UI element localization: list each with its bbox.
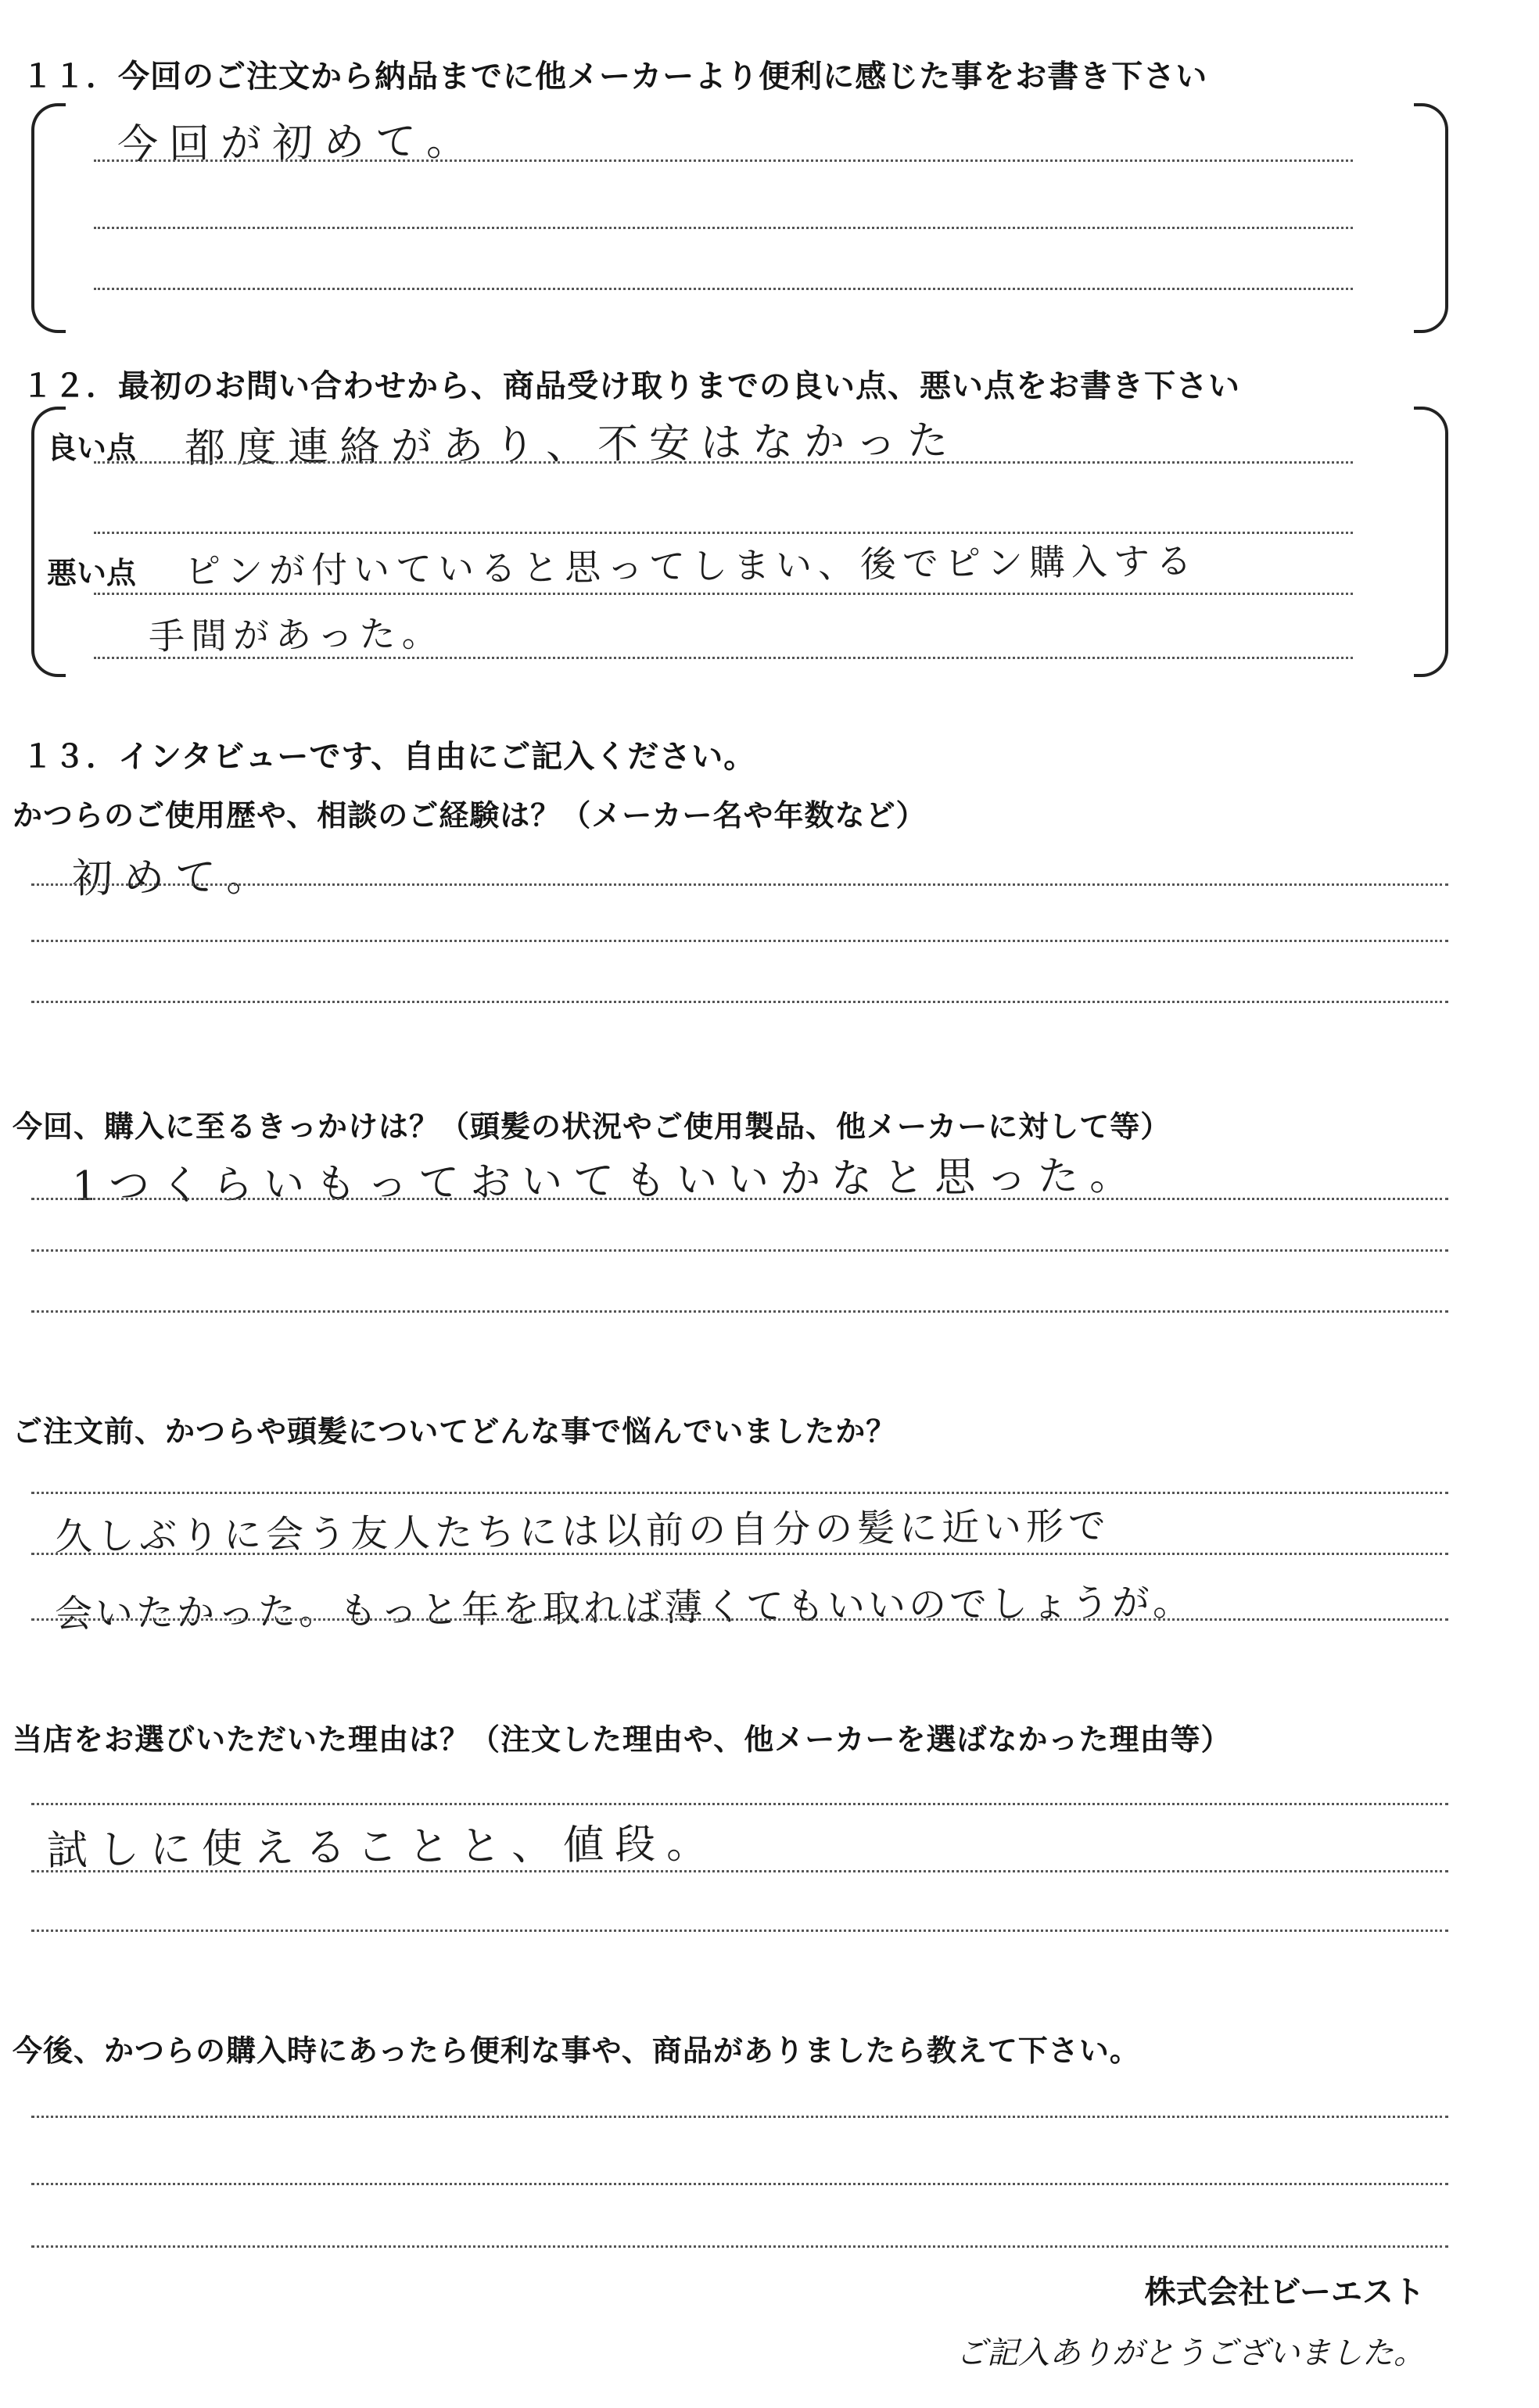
- reason-answer: 試しに使えることと、値段。: [46, 1820, 719, 1875]
- thanks-message: ご記入ありがとうございました。: [956, 2335, 1425, 2371]
- bad-point-label: 悪い点: [47, 556, 137, 590]
- q11-heading: １１．今回のご注文から納品までに他メーカーより便利に感じた事をお書き下さい: [22, 59, 1208, 95]
- good-point-label: 良い点: [47, 431, 137, 465]
- future-line-2: [31, 2183, 1448, 2185]
- bad-point-answer-line-2: 手間があった。: [148, 612, 444, 658]
- q11-right-bracket: [1414, 103, 1448, 333]
- worries-line-3: [31, 1618, 1448, 1621]
- trigger-line-3: [31, 1310, 1448, 1313]
- q12-line-1: [94, 461, 1353, 464]
- trigger-answer: 1つくらいもっておいてもいいかなと思った。: [71, 1152, 1142, 1211]
- history-answer: 初めて。: [71, 853, 278, 903]
- q12-right-bracket: [1414, 407, 1448, 677]
- q11-line-3: [94, 288, 1353, 290]
- q11-answer: 今回が初めて。: [117, 117, 479, 169]
- q12-line-3: [94, 593, 1353, 595]
- history-prompt: かつらのご使用歴や、相談のご経験は？（メーカー名や年数など）: [13, 798, 927, 833]
- q11-left-bracket: [31, 103, 66, 333]
- company-name: 株式会社ビーエスト: [1144, 2274, 1425, 2310]
- future-line-3: [31, 2245, 1448, 2248]
- future-line-1: [31, 2116, 1448, 2118]
- q12-heading: １２．最初のお問い合わせから、商品受け取りまでの良い点、悪い点をお書き下さい: [22, 368, 1240, 404]
- future-prompt: 今後、かつらの購入時にあったら便利な事や、商品がありましたら教えて下さい。: [13, 2034, 1140, 2068]
- bad-point-answer-line-1: ピンが付いていると思ってしまい、後でピン購入する: [184, 539, 1199, 593]
- worries-line-2: [31, 1553, 1448, 1555]
- history-line-2: [31, 940, 1448, 942]
- good-point-answer: 都度連絡があり、不安はなかった: [184, 417, 960, 473]
- trigger-line-1: [31, 1198, 1448, 1200]
- reason-line-1: [31, 1803, 1448, 1805]
- q11-line-2: [94, 227, 1353, 229]
- q12-line-4: [94, 657, 1353, 659]
- worries-prompt: ご注文前、かつらや頭髪についてどんな事で悩んでいましたか？: [13, 1414, 897, 1449]
- trigger-prompt: 今回、購入に至るきっかけは？（頭髪の状況やご使用製品、他メーカーに対して等）: [13, 1109, 1171, 1144]
- reason-line-2: [31, 1870, 1448, 1872]
- trigger-line-2: [31, 1249, 1448, 1252]
- worries-line-1: [31, 1492, 1448, 1494]
- q11-line-1: [94, 159, 1353, 162]
- reason-line-3: [31, 1930, 1448, 1932]
- worries-answer-line-1: 久しぶりに会う友人たちには以前の自分の髪に近い形で: [54, 1503, 1111, 1560]
- history-line-1: [31, 883, 1448, 886]
- reason-prompt: 当店をお選びいただいた理由は？（注文した理由や、他メーカーを選ばなかった理由等）: [13, 1722, 1232, 1757]
- worries-answer-line-2: 会いたかった。もっと年を取れば薄くてもいいのでしょうが。: [54, 1580, 1194, 1636]
- q13-heading: １３．インタビューです、自由にご記入ください。: [22, 739, 756, 775]
- history-line-3: [31, 1001, 1448, 1003]
